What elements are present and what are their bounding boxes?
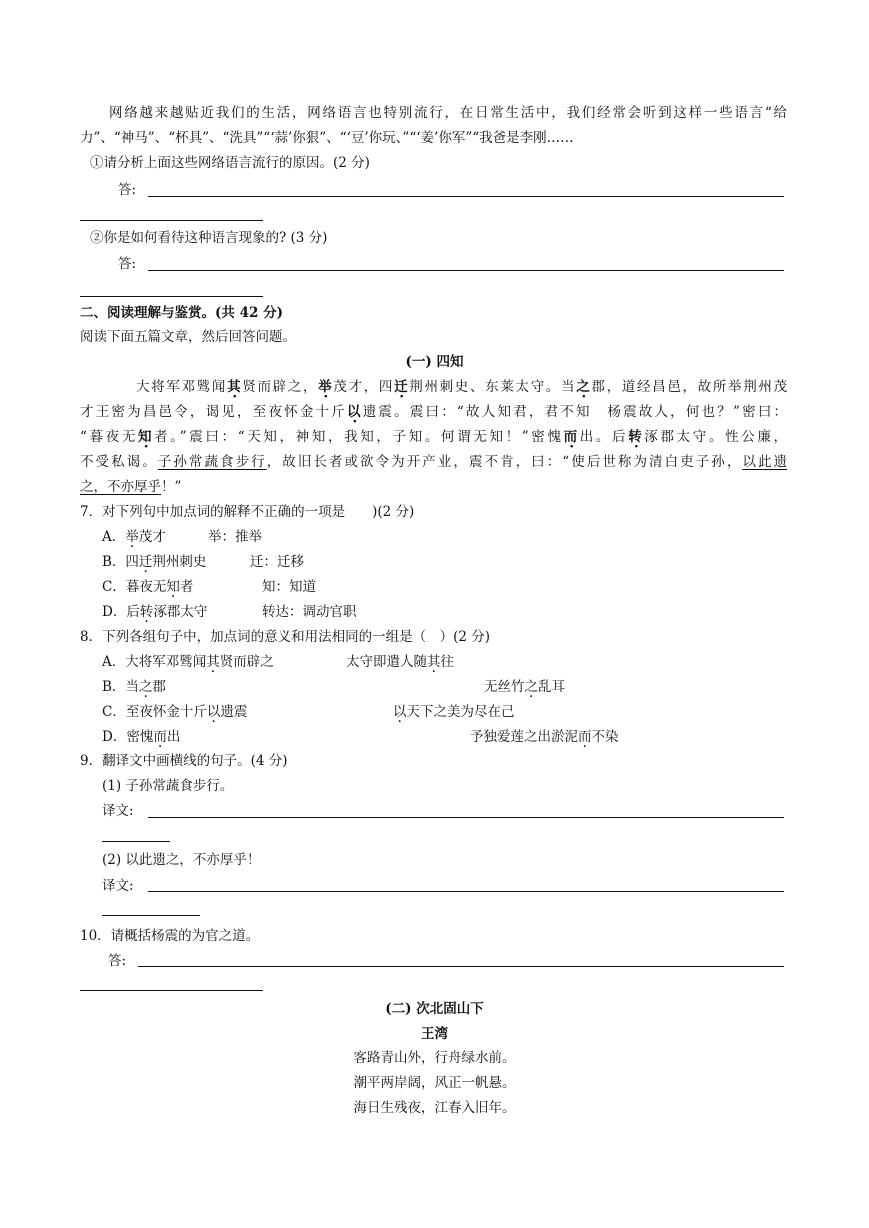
dotted-word: 其 (227, 379, 243, 395)
q7-option-c: C．暮夜无知者 (102, 579, 194, 595)
answer-line-1b (80, 220, 263, 221)
dotted-word: 迁 (394, 379, 410, 395)
dotted-word: 以 (393, 704, 407, 720)
q8-option-a-left: A．大将军邓骘闻其贤而辟之 (102, 654, 274, 670)
translation-label-1: 译文: (102, 803, 134, 819)
answer-line-2b (80, 296, 263, 297)
dotted-word: 以 (346, 404, 363, 420)
question-1: ①请分析上面这些网络语言流行的原因。(2 分) (90, 155, 370, 171)
q9-sentence-1: (1) 子孙常蔬食步行。 (102, 778, 234, 794)
dotted-word: 而 (153, 729, 167, 745)
dotted-word: 举 (125, 529, 139, 545)
translation-label-2: 译文: (102, 878, 134, 894)
section-2-title: 二、阅读理解与鉴赏。(共 42 分) (80, 305, 283, 321)
answer-line-2a (148, 270, 784, 271)
underlined-sentence-1: 子孙常蔬食步行 (157, 454, 267, 470)
passage-1-line-5: 之，不亦厚乎！” (80, 479, 182, 495)
q8-option-d-left: D．密愧而出 (102, 729, 181, 745)
dotted-word: 知 (138, 429, 155, 445)
q8-option-c-right: 以天下之美为尽在己 (393, 704, 515, 720)
q7-option-b: B．四迁荆州刺史 (102, 554, 207, 570)
dotted-word: 以 (206, 704, 221, 720)
poem-line-1: 客路青山外，行舟绿水前。 (353, 1050, 516, 1066)
passage-1-line-3: “暮夜无知者。”震曰：“天知，神知，我知，子知。何谓无知！”密愧而出。后转涿郡太守。性公廉， (80, 429, 788, 445)
q7-option-d: D．后转涿郡太守 (102, 604, 208, 620)
q8-option-d-right: 予独爱莲之出淤泥而不染 (470, 729, 619, 745)
translation-line-2b (102, 915, 200, 916)
passage-1-line-1: 大将军邓骘闻其贤而辟之，举茂才，四迁荆州刺史、东莱太守。当之郡，道经昌邑，故所举荆州茂 (136, 379, 788, 395)
q7-gloss-b: 迁：迁移 (250, 554, 304, 570)
answer-label-10: 答: (108, 953, 127, 969)
dotted-word: 转 (139, 604, 154, 620)
translation-line-2a (148, 891, 784, 892)
q8-option-c-left: C．至夜怀金十斤以遗震 (102, 704, 248, 720)
section-2-instruction: 阅读下面五篇文章，然后回答问题。 (80, 329, 296, 345)
q7-gloss-c: 知：知道 (262, 579, 316, 595)
poem-line-3: 海日生残夜，江春入旧年。 (353, 1100, 516, 1116)
question-8: 8．下列各组句子中，加点词的意义和用法相同的一组是（ ）(2 分) (80, 629, 491, 645)
dotted-word: 之 (524, 679, 538, 695)
q7-option-a: A．举茂才 (102, 529, 166, 545)
q8-option-b-left: B．当之郡 (102, 679, 166, 695)
intro-line-2: 力”、“神马”、“杯具”、“洗具”“‘蒜’你狠”、“‘豆’你玩、”“‘姜’你军”“我爸是李刚…… (80, 130, 574, 146)
q8-option-b-right: 无丝竹之乱耳 (484, 679, 565, 695)
underlined-sentence-2-end: 之，不亦厚乎 (80, 479, 161, 495)
dotted-word: 而 (578, 729, 592, 745)
answer-label-1: 答: (118, 182, 137, 198)
answer-line-1a (148, 196, 784, 197)
dotted-word: 知 (166, 579, 180, 595)
passage-1-title: (一) 四知 (405, 354, 464, 370)
question-9: 9．翻译文中画横线的句子。(4 分) (80, 753, 288, 769)
dotted-word: 转 (628, 429, 645, 445)
dotted-word: 迁 (138, 554, 153, 570)
dotted-word: 之 (576, 379, 592, 395)
dotted-word: 其 (206, 654, 220, 670)
q7-gloss-d: 转达：调动官职 (262, 604, 357, 620)
dotted-word: 之 (138, 679, 153, 695)
passage-2-author: 王湾 (421, 1026, 448, 1042)
answer-line-10a (138, 966, 784, 967)
translation-line-1b (102, 841, 170, 842)
answer-line-10b (80, 990, 263, 991)
question-2: ②你是如何看待这种语言现象的? (3 分) (90, 230, 328, 246)
intro-line-1: 网络越来越贴近我们的生活，网络语言也特别流行，在日常生活中，我们经常会听到这样一些语言“给 (109, 105, 787, 121)
dotted-word: 举 (318, 379, 334, 395)
translation-line-1a (148, 817, 784, 818)
underlined-sentence-2: 以此遗 (742, 454, 788, 470)
q7-gloss-a: 举：推举 (208, 529, 262, 545)
q8-option-a-right: 太守即遣人随其往 (346, 654, 454, 670)
passage-1-line-4: 不受私谒。子孙常蔬食步行，故旧长者或欲令为开产业，震不肯，曰：“使后世称为清白吏子孙，以此遗 (80, 454, 788, 470)
answer-label-2: 答: (118, 256, 137, 272)
question-7: 7．对下列句中加点词的解释不正确的一项是 )(2 分) (80, 504, 415, 520)
q9-sentence-2: (2) 以此遗之，不亦厚乎！ (102, 852, 261, 868)
dotted-word: 其 (427, 654, 441, 670)
passage-2-title: (二) 次北固山下 (385, 1001, 484, 1017)
dotted-word: 而 (563, 429, 580, 445)
passage-1-line-2: 才王密为昌邑令，谒见，至夜怀金十斤以遗震。震曰：“故人知君，君不知 杨震故人，何也？”密曰： (80, 404, 788, 420)
poem-line-2: 潮平两岸阔，风正一帆悬。 (353, 1075, 516, 1091)
question-10: 10．请概括杨震的为官之道。 (80, 928, 260, 944)
